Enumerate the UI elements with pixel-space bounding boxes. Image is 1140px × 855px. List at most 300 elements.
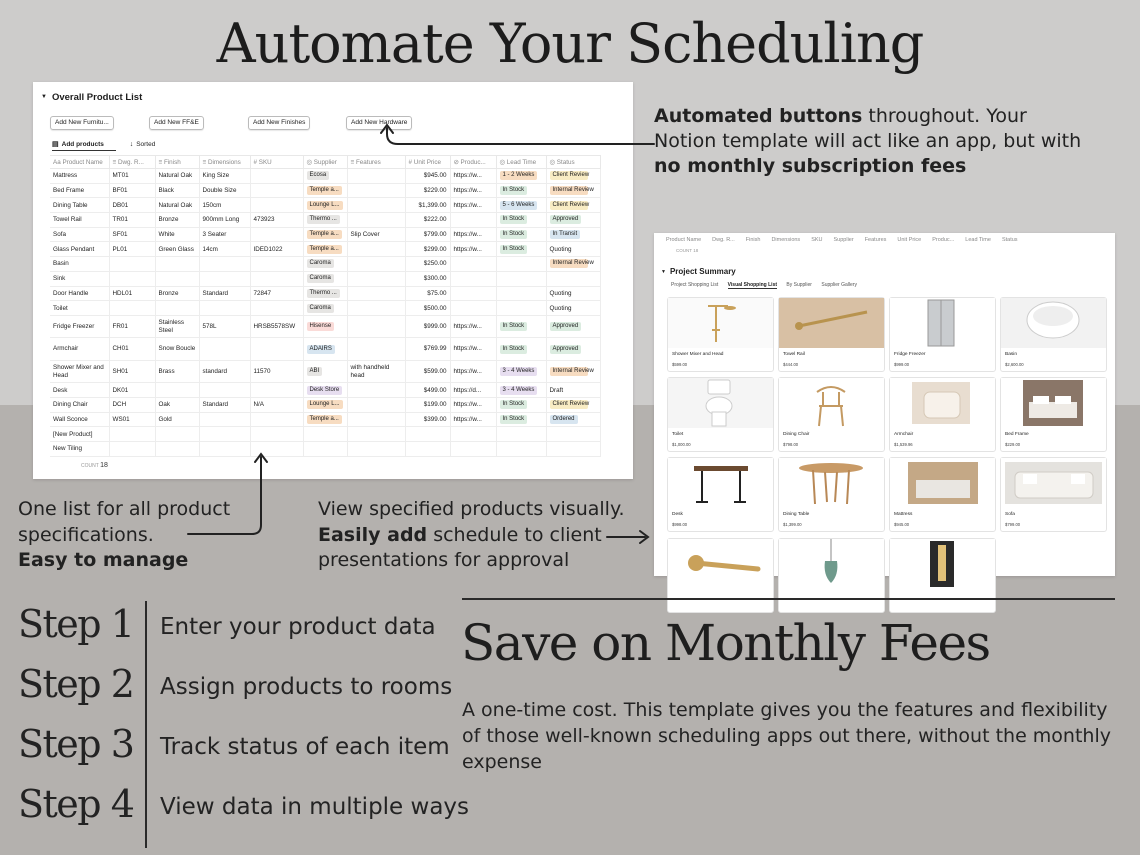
cell-dim[interactable] xyxy=(199,412,250,427)
cell-sku[interactable] xyxy=(250,360,303,383)
cell-feat[interactable] xyxy=(347,301,405,316)
cell-feat[interactable] xyxy=(347,213,405,228)
cell-finish-value: Stainless Steel xyxy=(158,319,185,334)
product-card[interactable] xyxy=(1000,297,1107,372)
column-header[interactable] xyxy=(50,156,109,169)
cell-name[interactable] xyxy=(50,383,109,398)
cell-finish[interactable] xyxy=(155,427,199,442)
cell-link[interactable] xyxy=(450,213,496,228)
cell-name[interactable] xyxy=(50,242,109,257)
column-header[interactable] xyxy=(109,156,155,169)
cell-dim-value: 578L xyxy=(202,322,217,330)
cell-name[interactable] xyxy=(50,315,109,338)
table-row[interactable] xyxy=(50,286,600,301)
cell-price[interactable] xyxy=(405,442,450,457)
cell-finish[interactable] xyxy=(155,257,199,272)
product-card[interactable] xyxy=(1000,377,1107,452)
summary-column-header[interactable]: SKU xyxy=(811,237,823,243)
cell-name[interactable] xyxy=(50,227,109,242)
cell-status[interactable] xyxy=(546,183,600,198)
cell-lead[interactable] xyxy=(496,213,546,228)
cell-price[interactable] xyxy=(405,213,450,228)
cell-link[interactable] xyxy=(450,242,496,257)
cell-status[interactable] xyxy=(546,427,600,442)
cell-status[interactable] xyxy=(546,412,600,427)
summary-column-header[interactable]: Unit Price xyxy=(897,237,922,243)
cell-ref[interactable] xyxy=(109,198,155,213)
add-finishes-button[interactable]: Add New Finishes xyxy=(248,116,310,130)
cell-dim[interactable] xyxy=(199,360,250,383)
cell-link[interactable] xyxy=(450,427,496,442)
summary-column-header[interactable]: Finish xyxy=(745,237,761,243)
cell-finish-value: White xyxy=(158,231,175,239)
cell-status[interactable] xyxy=(546,338,600,361)
cell-lead-value: In Stock xyxy=(500,186,528,195)
table-row[interactable] xyxy=(50,360,600,383)
summary-column-header[interactable]: Product Name xyxy=(666,237,702,243)
table-row[interactable] xyxy=(50,338,600,361)
cell-name[interactable] xyxy=(50,338,109,361)
cell-price[interactable] xyxy=(405,198,450,213)
summary-column-header[interactable]: Supplier xyxy=(833,237,854,243)
cell-dim[interactable] xyxy=(199,169,250,184)
cell-name[interactable] xyxy=(50,271,109,286)
cell-lead[interactable] xyxy=(496,286,546,301)
product-card[interactable] xyxy=(889,538,996,613)
cell-dim[interactable] xyxy=(199,271,250,286)
cell-status[interactable] xyxy=(546,271,600,286)
cell-feat[interactable] xyxy=(347,315,405,338)
cell-lead[interactable] xyxy=(496,315,546,338)
product-card[interactable] xyxy=(1000,457,1107,532)
cell-finish[interactable] xyxy=(155,301,199,316)
cell-status-value: Quoting xyxy=(549,289,572,297)
cell-ref[interactable] xyxy=(109,412,155,427)
cell-lead[interactable] xyxy=(496,271,546,286)
collapse-triangle-icon[interactable]: ▼ xyxy=(41,94,47,100)
cell-supplier[interactable] xyxy=(303,286,347,301)
cell-sku[interactable] xyxy=(250,198,303,213)
cell-sku[interactable] xyxy=(250,383,303,398)
project-summary-title[interactable] xyxy=(661,267,736,276)
cell-dim[interactable] xyxy=(199,383,250,398)
cell-link[interactable] xyxy=(450,169,496,184)
product-card[interactable] xyxy=(778,377,885,452)
cell-feat[interactable] xyxy=(347,257,405,272)
tab-supplier-gallery[interactable]: Supplier Gallery xyxy=(821,282,857,288)
cell-link[interactable] xyxy=(450,383,496,398)
cell-ref[interactable] xyxy=(109,242,155,257)
cell-name[interactable] xyxy=(50,301,109,316)
sorted-button[interactable] xyxy=(130,141,168,148)
product-card[interactable] xyxy=(889,377,996,452)
cell-ref[interactable] xyxy=(109,383,155,398)
product-card[interactable] xyxy=(889,297,996,372)
cell-ref-value: PL01 xyxy=(112,245,128,253)
cell-lead[interactable] xyxy=(496,198,546,213)
cell-finish[interactable] xyxy=(155,227,199,242)
table-row[interactable] xyxy=(50,442,600,457)
add-hardware-button[interactable]: Add New Hardware xyxy=(346,116,412,130)
column-header-label: Status xyxy=(556,158,575,166)
summary-column-header[interactable]: Produc... xyxy=(932,237,955,243)
cell-link[interactable] xyxy=(450,315,496,338)
cell-feat[interactable] xyxy=(347,169,405,184)
cell-ref[interactable] xyxy=(109,398,155,413)
cell-dim[interactable] xyxy=(199,315,250,338)
cell-finish[interactable] xyxy=(155,286,199,301)
cell-sku[interactable] xyxy=(250,271,303,286)
cell-supplier[interactable] xyxy=(303,169,347,184)
cell-lead[interactable] xyxy=(496,412,546,427)
column-header-label: Produc... xyxy=(460,158,486,166)
cell-lead[interactable] xyxy=(496,383,546,398)
cell-link[interactable] xyxy=(450,271,496,286)
product-card[interactable] xyxy=(778,457,885,532)
cell-name[interactable] xyxy=(50,198,109,213)
summary-column-header[interactable]: Dimensions xyxy=(771,237,801,243)
product-card[interactable] xyxy=(778,538,885,613)
tab-add-products[interactable] xyxy=(52,141,116,151)
cell-supplier[interactable] xyxy=(303,213,347,228)
summary-column-header[interactable]: Features xyxy=(864,237,887,243)
cell-sku[interactable] xyxy=(250,412,303,427)
product-card-name: Mattress xyxy=(894,512,913,517)
cell-status-value: Quoting xyxy=(549,245,572,253)
cell-link[interactable] xyxy=(450,338,496,361)
cell-dim[interactable] xyxy=(199,242,250,257)
cell-ref[interactable] xyxy=(109,271,155,286)
cell-feat[interactable] xyxy=(347,427,405,442)
summary-column-header[interactable]: Dwg. R... xyxy=(712,237,735,243)
table-row[interactable] xyxy=(50,398,600,413)
cell-finish[interactable] xyxy=(155,183,199,198)
column-header[interactable] xyxy=(347,156,405,169)
cell-dim[interactable] xyxy=(199,398,250,413)
table-row[interactable] xyxy=(50,183,600,198)
cell-ref[interactable] xyxy=(109,183,155,198)
cell-status[interactable] xyxy=(546,242,600,257)
column-header-label: Dwg. R... xyxy=(117,158,144,166)
cell-ref[interactable] xyxy=(109,257,155,272)
cell-lead[interactable] xyxy=(496,360,546,383)
cell-link[interactable] xyxy=(450,398,496,413)
cell-finish-value: Green Glass xyxy=(158,245,194,253)
cell-supplier[interactable] xyxy=(303,301,347,316)
cell-sku[interactable] xyxy=(250,338,303,361)
cell-lead[interactable] xyxy=(496,338,546,361)
cell-status[interactable] xyxy=(546,360,600,383)
cell-supplier[interactable] xyxy=(303,360,347,383)
cell-feat[interactable] xyxy=(347,227,405,242)
cell-feat[interactable] xyxy=(347,271,405,286)
cell-ref[interactable] xyxy=(109,286,155,301)
cell-feat[interactable] xyxy=(347,338,405,361)
cell-supplier[interactable] xyxy=(303,398,347,413)
cell-sku[interactable] xyxy=(250,213,303,228)
caption-visual-text: View specified products visually. xyxy=(318,498,625,520)
cell-sku[interactable] xyxy=(250,183,303,198)
cell-dim[interactable] xyxy=(199,442,250,457)
cell-finish[interactable] xyxy=(155,383,199,398)
column-type-icon: ◎ xyxy=(306,158,314,166)
cell-feat[interactable] xyxy=(347,442,405,457)
cell-link[interactable] xyxy=(450,198,496,213)
cell-name[interactable] xyxy=(50,286,109,301)
column-header[interactable] xyxy=(450,156,496,169)
cell-lead[interactable] xyxy=(496,242,546,257)
cell-link[interactable] xyxy=(450,227,496,242)
add-furniture-button[interactable]: Add New Furnitu... xyxy=(50,116,114,130)
cell-supplier[interactable] xyxy=(303,412,347,427)
table-row[interactable] xyxy=(50,213,600,228)
caption-visual-bold: Easily add xyxy=(318,523,428,546)
cell-name[interactable] xyxy=(50,183,109,198)
cell-supplier[interactable] xyxy=(303,271,347,286)
cell-link[interactable] xyxy=(450,360,496,383)
cell-name[interactable] xyxy=(50,427,109,442)
cell-finish[interactable] xyxy=(155,198,199,213)
cell-link[interactable] xyxy=(450,301,496,316)
cell-dim[interactable] xyxy=(199,198,250,213)
cell-link[interactable] xyxy=(450,257,496,272)
table-row[interactable] xyxy=(50,315,600,338)
column-header[interactable] xyxy=(250,156,303,169)
table-row[interactable] xyxy=(50,301,600,316)
cell-supplier[interactable] xyxy=(303,338,347,361)
cell-lead[interactable] xyxy=(496,169,546,184)
cell-price[interactable] xyxy=(405,257,450,272)
cell-lead[interactable] xyxy=(496,227,546,242)
cell-ref[interactable] xyxy=(109,213,155,228)
product-card[interactable] xyxy=(667,297,774,372)
cell-price[interactable] xyxy=(405,398,450,413)
cell-name[interactable] xyxy=(50,412,109,427)
cell-sku[interactable] xyxy=(250,442,303,457)
caption-bold-no-fees: no monthly subscription fees xyxy=(654,155,967,177)
cell-status[interactable] xyxy=(546,257,600,272)
cell-status[interactable] xyxy=(546,301,600,316)
cell-sku[interactable] xyxy=(250,398,303,413)
cell-status[interactable] xyxy=(546,383,600,398)
cell-feat[interactable] xyxy=(347,398,405,413)
cell-price[interactable] xyxy=(405,338,450,361)
cell-sku[interactable] xyxy=(250,227,303,242)
cell-lead[interactable] xyxy=(496,301,546,316)
product-card[interactable] xyxy=(889,457,996,532)
cell-supplier[interactable] xyxy=(303,257,347,272)
table-row[interactable] xyxy=(50,198,600,213)
cell-supplier-value: Caroma xyxy=(307,274,334,283)
cell-supplier[interactable] xyxy=(303,427,347,442)
cell-link[interactable] xyxy=(450,442,496,457)
column-header[interactable] xyxy=(155,156,199,169)
cell-ref[interactable] xyxy=(109,442,155,457)
cell-status-value: Internal Review xyxy=(550,186,588,195)
cell-name-value: Armchair xyxy=(53,345,79,353)
cell-name-value: Bed Frame xyxy=(53,187,85,195)
cell-sku[interactable] xyxy=(250,427,303,442)
cell-lead[interactable] xyxy=(496,183,546,198)
cell-price-value: $499.00 xyxy=(423,386,447,394)
cell-sku[interactable] xyxy=(250,242,303,257)
cell-dim[interactable] xyxy=(199,286,250,301)
cell-dim[interactable] xyxy=(199,213,250,228)
cell-ref[interactable] xyxy=(109,315,155,338)
cell-lead[interactable] xyxy=(496,442,546,457)
tab-add-products-label: Add products xyxy=(61,141,104,148)
collapse-triangle-icon[interactable]: ▼ xyxy=(661,269,666,275)
table-row[interactable] xyxy=(50,271,600,286)
table-row[interactable] xyxy=(50,242,600,257)
cell-ref[interactable] xyxy=(109,427,155,442)
column-header[interactable] xyxy=(496,156,546,169)
cell-supplier[interactable] xyxy=(303,198,347,213)
cell-price[interactable] xyxy=(405,427,450,442)
cell-feat[interactable] xyxy=(347,242,405,257)
column-header[interactable] xyxy=(199,156,250,169)
cell-status[interactable] xyxy=(546,315,600,338)
cell-supplier-value: Caroma xyxy=(307,259,334,268)
product-card[interactable] xyxy=(667,377,774,452)
cell-ref[interactable] xyxy=(109,169,155,184)
cell-lead[interactable] xyxy=(496,398,546,413)
cell-dim-value: King Size xyxy=(202,172,230,180)
cell-price[interactable] xyxy=(405,183,450,198)
cell-dim[interactable] xyxy=(199,183,250,198)
cell-status[interactable] xyxy=(546,227,600,242)
cell-name[interactable] xyxy=(50,360,109,383)
cell-sku[interactable] xyxy=(250,301,303,316)
column-header[interactable] xyxy=(405,156,450,169)
cell-name[interactable] xyxy=(50,442,109,457)
product-card[interactable] xyxy=(667,457,774,532)
count-value: 18 xyxy=(100,462,108,469)
cell-ref[interactable] xyxy=(109,360,155,383)
cell-supplier[interactable] xyxy=(303,383,347,398)
cell-price[interactable] xyxy=(405,383,450,398)
summary-column-header[interactable]: Lead Time xyxy=(965,237,991,243)
cell-feat[interactable] xyxy=(347,183,405,198)
cell-name[interactable] xyxy=(50,213,109,228)
table-row[interactable] xyxy=(50,427,600,442)
add-ffe-button[interactable]: Add New FF&E xyxy=(149,116,204,130)
cell-price[interactable] xyxy=(405,301,450,316)
cell-ref[interactable] xyxy=(109,227,155,242)
column-header[interactable] xyxy=(546,156,600,169)
tab-project-shopping-list[interactable]: Project Shopping List xyxy=(671,282,719,288)
cell-price[interactable] xyxy=(405,227,450,242)
cell-status[interactable] xyxy=(546,198,600,213)
cell-finish[interactable] xyxy=(155,242,199,257)
table-row[interactable] xyxy=(50,412,600,427)
cell-name[interactable] xyxy=(50,169,109,184)
product-list-title[interactable] xyxy=(41,92,142,103)
cell-dim[interactable] xyxy=(199,301,250,316)
cell-sku[interactable] xyxy=(250,257,303,272)
cell-price[interactable] xyxy=(405,315,450,338)
cell-status[interactable] xyxy=(546,286,600,301)
cell-status-value: Approved xyxy=(550,215,582,224)
cell-finish[interactable] xyxy=(155,412,199,427)
sofa-icon xyxy=(1001,458,1106,508)
cell-dim[interactable] xyxy=(199,227,250,242)
summary-column-header[interactable]: Status xyxy=(1001,237,1018,243)
tab-by-supplier[interactable]: By Supplier xyxy=(786,282,812,288)
cell-status[interactable] xyxy=(546,213,600,228)
cell-feat[interactable] xyxy=(347,412,405,427)
desk-icon xyxy=(668,458,773,508)
cell-link[interactable] xyxy=(450,183,496,198)
cell-sku-value: N/A xyxy=(253,401,264,409)
cell-feat-value: with handheld head xyxy=(350,364,390,379)
cell-name[interactable] xyxy=(50,398,109,413)
cell-price[interactable] xyxy=(405,412,450,427)
cell-name[interactable] xyxy=(50,257,109,272)
cell-supplier[interactable] xyxy=(303,227,347,242)
cell-feat[interactable] xyxy=(347,360,405,383)
cell-price[interactable] xyxy=(405,286,450,301)
cell-finish-value: Bronze xyxy=(158,289,179,297)
cell-sku[interactable] xyxy=(250,286,303,301)
cell-sku[interactable] xyxy=(250,169,303,184)
cell-finish[interactable] xyxy=(155,442,199,457)
product-card-price: $599.00 xyxy=(672,362,688,367)
cell-price[interactable] xyxy=(405,242,450,257)
cell-finish[interactable] xyxy=(155,398,199,413)
column-header[interactable] xyxy=(303,156,347,169)
cell-status[interactable] xyxy=(546,442,600,457)
cell-price-value: $599.00 xyxy=(423,367,447,375)
cell-price[interactable] xyxy=(405,271,450,286)
cell-status[interactable] xyxy=(546,169,600,184)
cell-dim[interactable] xyxy=(199,338,250,361)
cell-finish[interactable] xyxy=(155,213,199,228)
cell-link[interactable] xyxy=(450,286,496,301)
cell-supplier[interactable] xyxy=(303,442,347,457)
cell-link[interactable] xyxy=(450,412,496,427)
cell-dim[interactable] xyxy=(199,257,250,272)
cell-finish[interactable] xyxy=(155,338,199,361)
cell-status[interactable] xyxy=(546,398,600,413)
cell-finish[interactable] xyxy=(155,360,199,383)
table-row[interactable] xyxy=(50,169,600,184)
cell-feat[interactable] xyxy=(347,286,405,301)
cell-lead[interactable] xyxy=(496,257,546,272)
cell-finish[interactable] xyxy=(155,315,199,338)
cell-feat[interactable] xyxy=(347,198,405,213)
cell-finish[interactable] xyxy=(155,169,199,184)
tab-visual-shopping-list[interactable]: Visual Shopping List xyxy=(727,282,778,288)
cell-price[interactable] xyxy=(405,360,450,383)
product-card[interactable] xyxy=(778,297,885,372)
product-card[interactable] xyxy=(667,538,774,613)
cell-ref[interactable] xyxy=(109,338,155,361)
cell-dim[interactable] xyxy=(199,427,250,442)
cell-ref[interactable] xyxy=(109,301,155,316)
cell-supplier[interactable] xyxy=(303,242,347,257)
cell-supplier[interactable] xyxy=(303,315,347,338)
table-row[interactable] xyxy=(50,227,600,242)
cell-price[interactable] xyxy=(405,169,450,184)
table-row[interactable] xyxy=(50,383,600,398)
cell-lead[interactable] xyxy=(496,427,546,442)
cell-finish[interactable] xyxy=(155,271,199,286)
cell-feat[interactable] xyxy=(347,383,405,398)
cell-sku[interactable] xyxy=(250,315,303,338)
cell-supplier[interactable] xyxy=(303,183,347,198)
table-row[interactable] xyxy=(50,257,600,272)
